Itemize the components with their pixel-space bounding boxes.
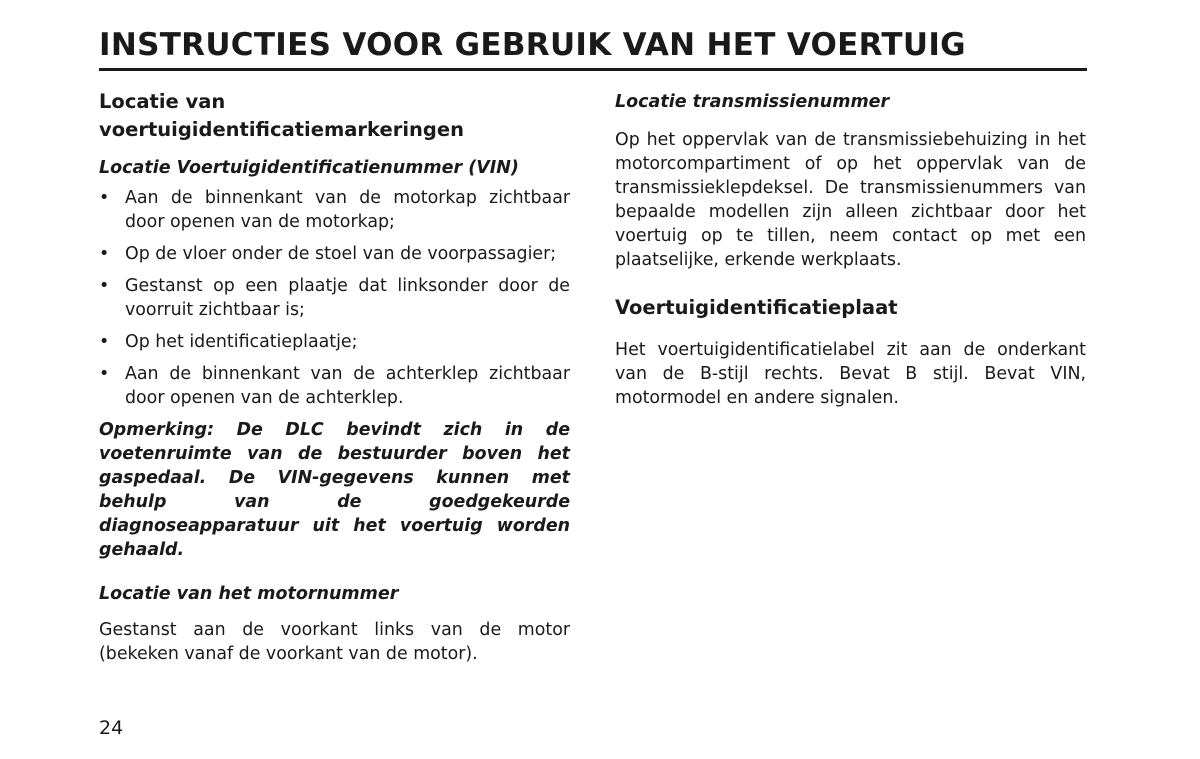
list-item [99,186,570,234]
bullet-icon: • [99,276,110,296]
page-number: 24 [99,717,124,739]
engine-number-heading: Locatie van het motornummer [99,584,399,604]
identification-plate-text: Het voertuigidentificatielabel zit aan de onderkant van de B-stijl rechts. Bevat B stijl. Bevat VIN, motormodel en andere signalen. [615,340,1086,408]
bullet-icon: • [99,332,110,352]
list-item-text: Op de vloer onder de stoel van de voorpassagier; [125,244,557,264]
bullet-icon: • [99,244,110,264]
vin-location-heading: Locatie Voertuigidentificatienummer (VIN) [99,158,519,178]
list-item-text: Op het identificatieplaatje; [125,332,358,352]
transmission-number-text: Op het oppervlak van de transmissiebehuizing in het motorcompartiment of op het oppervlak van de transmissieklepdeksel. De transmissienummers van bepaalde modellen zijn alleen zichtbaar door het voertuig op te tillen, neem contact op met een plaatselijke, erkende werkplaats. [615,130,1086,270]
list-item [99,330,570,354]
list-item-text: Aan de binnenkant van de motorkap zichtbaar door openen van de motorkap; [125,188,570,232]
section-heading-identification-markings: Locatie van voertuigidentificatiemarkeringen [99,90,464,141]
list-item-text: Gestanst op een plaatje dat linksonder door de voorruit zichtbaar is; [125,276,570,320]
transmission-number-heading: Locatie transmissienummer [615,92,890,112]
list-item-text: Aan de binnenkant van de achterklep zichtbaar door openen van de achterklep. [125,364,570,408]
identification-plate-heading: Voertuigidentificatieplaat [615,296,898,319]
right-column [615,88,1086,410]
bullet-icon: • [99,364,110,384]
title-divider [99,68,1087,71]
dlc-note: Opmerking: De DLC bevindt zich in de voetenruimte van de bestuurder boven het gaspedaal. De VIN-gegevens kunnen met behulp van de goedgekeurde diagnoseapparatuur uit het voertuig worden gehaald. [99,420,570,560]
engine-number-text: Gestanst aan de voorkant links van de motor (bekeken vanaf de voorkant van de motor). [99,620,570,664]
left-column [99,88,570,666]
vin-location-list [99,186,570,410]
list-item [99,242,570,266]
list-item [99,362,570,410]
page-title: INSTRUCTIES VOOR GEBRUIK VAN HET VOERTUIG [99,27,966,63]
manual-page [99,0,1087,759]
list-item [99,274,570,322]
bullet-icon: • [99,188,110,208]
